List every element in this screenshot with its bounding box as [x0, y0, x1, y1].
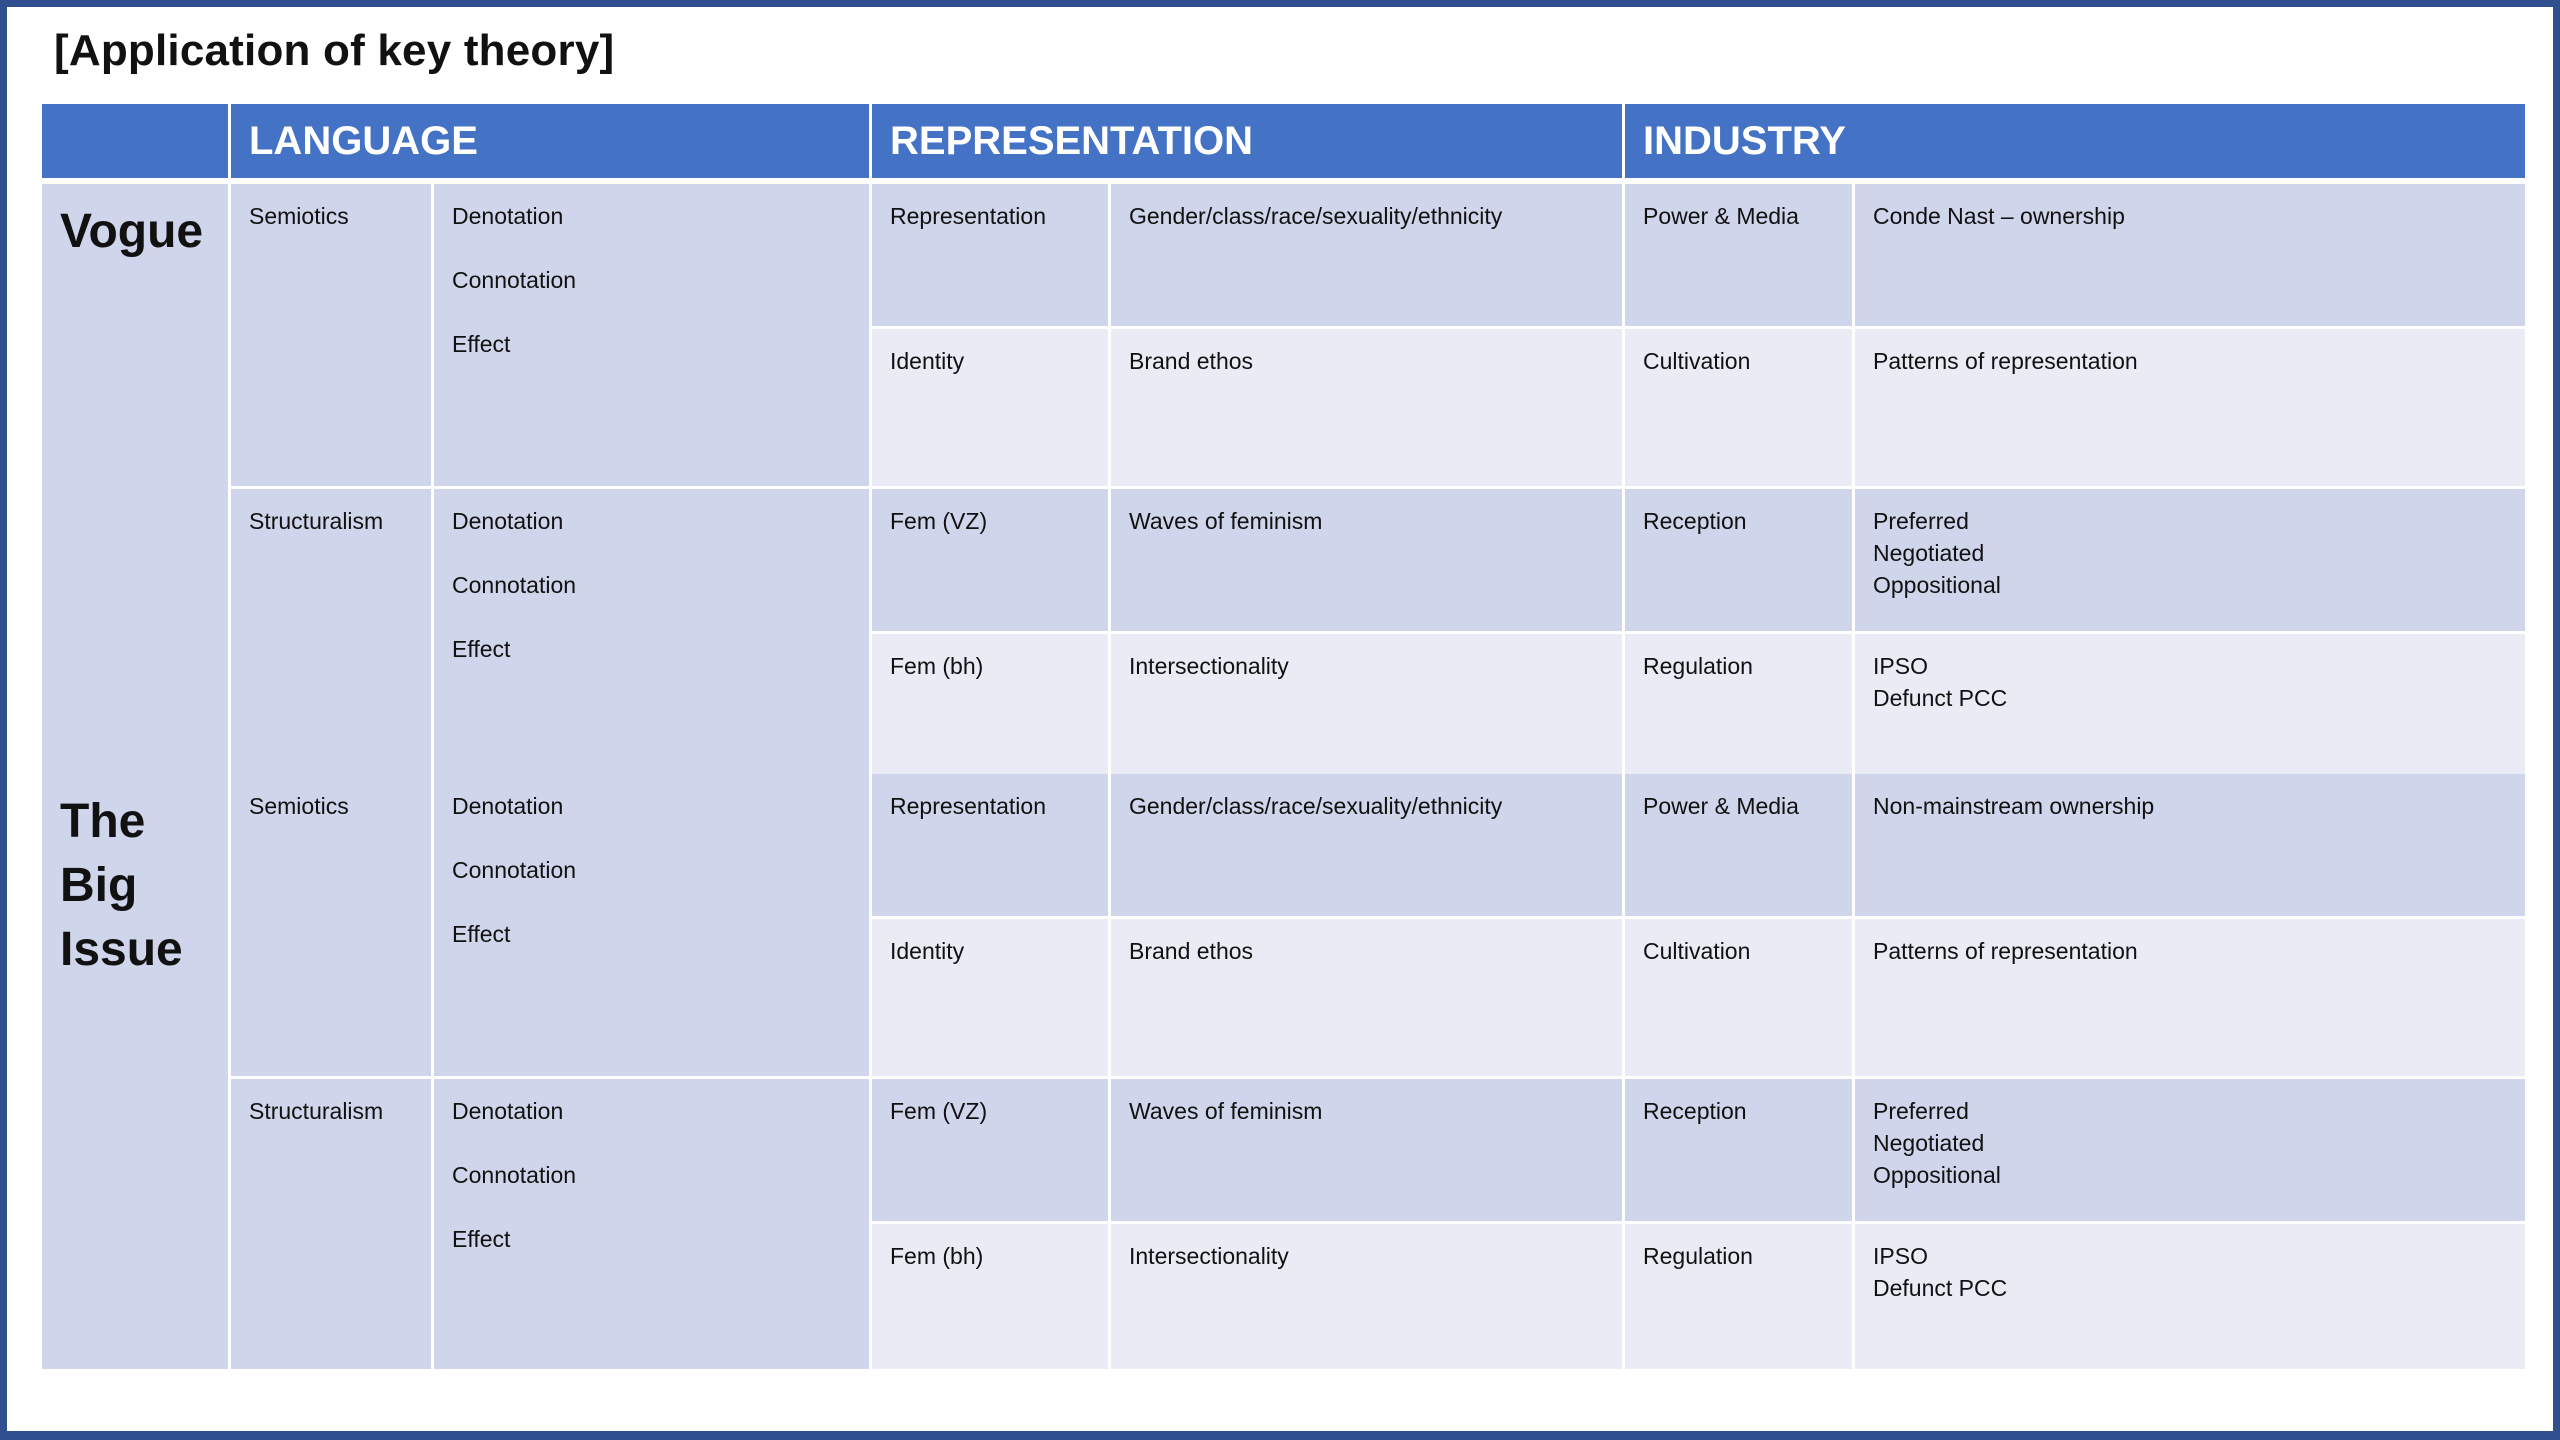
concept-label: Fem (bh)	[890, 1243, 984, 1269]
detail-line: Oppositional	[1873, 572, 2001, 598]
detail-label: Intersectionality	[1129, 653, 1289, 679]
detail-line: IPSO	[1873, 653, 1928, 679]
term-effect: Effect	[452, 331, 511, 357]
detail-line: Patterns of representation	[1873, 348, 2138, 374]
industry-concept	[1625, 184, 1852, 326]
representation-concept	[872, 489, 1108, 631]
detail-line: Oppositional	[1873, 1162, 2001, 1188]
detail-label: Waves of feminism	[1129, 1098, 1323, 1124]
language-theory	[231, 1079, 431, 1369]
concept-label: Representation	[890, 203, 1046, 229]
term-connotation: Connotation	[452, 1162, 577, 1188]
language-terms	[434, 1079, 869, 1369]
industry-concept	[1625, 1079, 1852, 1221]
concept-label: Cultivation	[1643, 348, 1751, 374]
industry-concept	[1625, 1224, 1852, 1369]
header-representation: REPRESENTATION	[872, 104, 1622, 178]
detail-line: Non-mainstream ownership	[1873, 793, 2155, 819]
representation-detail	[1111, 489, 1622, 631]
representation-detail	[1111, 184, 1622, 326]
representation-detail	[1111, 1224, 1622, 1369]
representation-detail	[1111, 634, 1622, 779]
detail-label: Intersectionality	[1129, 1243, 1289, 1269]
industry-detail	[1855, 774, 2525, 916]
term-denotation: Denotation	[452, 1098, 564, 1124]
detail-line: Patterns of representation	[1873, 938, 2138, 964]
detail-line: Negotiated	[1873, 1130, 1985, 1156]
industry-detail	[1855, 919, 2525, 1076]
detail-line: Defunct PCC	[1873, 685, 2008, 711]
concept-label: Identity	[890, 348, 965, 374]
industry-detail	[1855, 329, 2525, 486]
representation-concept	[872, 1079, 1108, 1221]
term-effect: Effect	[452, 921, 511, 947]
theory-label: Structuralism	[249, 1098, 384, 1124]
theory-label: Semiotics	[249, 793, 349, 819]
industry-detail	[1855, 184, 2525, 326]
term-denotation: Denotation	[452, 508, 564, 534]
detail-line: Defunct PCC	[1873, 1275, 2008, 1301]
industry-detail	[1855, 1079, 2525, 1221]
language-theory	[231, 774, 431, 1076]
term-denotation: Denotation	[452, 203, 564, 229]
detail-line: IPSO	[1873, 1243, 1928, 1269]
theory-label: Structuralism	[249, 508, 384, 534]
detail-label: Gender/class/race/sexuality/ethnicity	[1129, 203, 1503, 229]
concept-label: Regulation	[1643, 653, 1753, 679]
representation-concept	[872, 1224, 1108, 1369]
representation-detail	[1111, 774, 1622, 916]
detail-label: Waves of feminism	[1129, 508, 1323, 534]
term-connotation: Connotation	[452, 572, 577, 598]
concept-label: Representation	[890, 793, 1046, 819]
concept-label: Reception	[1643, 1098, 1747, 1124]
term-denotation: Denotation	[452, 793, 564, 819]
term-connotation: Connotation	[452, 857, 577, 883]
representation-concept	[872, 774, 1108, 916]
language-terms	[434, 774, 869, 1076]
concept-label: Regulation	[1643, 1243, 1753, 1269]
representation-detail	[1111, 329, 1622, 486]
detail-label: Brand ethos	[1129, 348, 1254, 374]
detail-line: Preferred	[1873, 508, 1969, 534]
representation-concept	[872, 634, 1108, 779]
header-industry: INDUSTRY	[1625, 104, 2525, 178]
header-corner	[42, 104, 228, 178]
header-language: LANGUAGE	[231, 104, 869, 178]
concept-label: Reception	[1643, 508, 1747, 534]
industry-concept	[1625, 329, 1852, 486]
concept-label: Fem (bh)	[890, 653, 984, 679]
term-effect: Effect	[452, 1226, 511, 1252]
magazine-name: Vogue	[42, 184, 228, 779]
concept-label: Fem (VZ)	[890, 508, 988, 534]
representation-concept	[872, 919, 1108, 1076]
concept-label: Power & Media	[1643, 793, 1799, 819]
representation-detail	[1111, 919, 1622, 1076]
language-theory	[231, 184, 431, 486]
representation-concept	[872, 184, 1108, 326]
industry-concept	[1625, 634, 1852, 779]
detail-line: Negotiated	[1873, 540, 1985, 566]
term-connotation: Connotation	[452, 267, 577, 293]
language-theory	[231, 489, 431, 779]
term-effect: Effect	[452, 636, 511, 662]
detail-line: Conde Nast – ownership	[1873, 203, 2125, 229]
detail-label: Brand ethos	[1129, 938, 1254, 964]
industry-concept	[1625, 774, 1852, 916]
page-title: [Application of key theory]	[54, 26, 615, 75]
concept-label: Fem (VZ)	[890, 1098, 988, 1124]
theory-label: Semiotics	[249, 203, 349, 229]
language-terms	[434, 489, 869, 779]
industry-concept	[1625, 919, 1852, 1076]
language-terms	[434, 184, 869, 486]
detail-label: Gender/class/race/sexuality/ethnicity	[1129, 793, 1503, 819]
industry-concept	[1625, 489, 1852, 631]
magazine-name: The Big Issue	[42, 774, 228, 1369]
detail-line: Preferred	[1873, 1098, 1969, 1124]
representation-detail	[1111, 1079, 1622, 1221]
industry-detail	[1855, 489, 2525, 631]
industry-detail	[1855, 634, 2525, 779]
representation-concept	[872, 329, 1108, 486]
concept-label: Cultivation	[1643, 938, 1751, 964]
industry-detail	[1855, 1224, 2525, 1369]
concept-label: Power & Media	[1643, 203, 1799, 229]
concept-label: Identity	[890, 938, 965, 964]
